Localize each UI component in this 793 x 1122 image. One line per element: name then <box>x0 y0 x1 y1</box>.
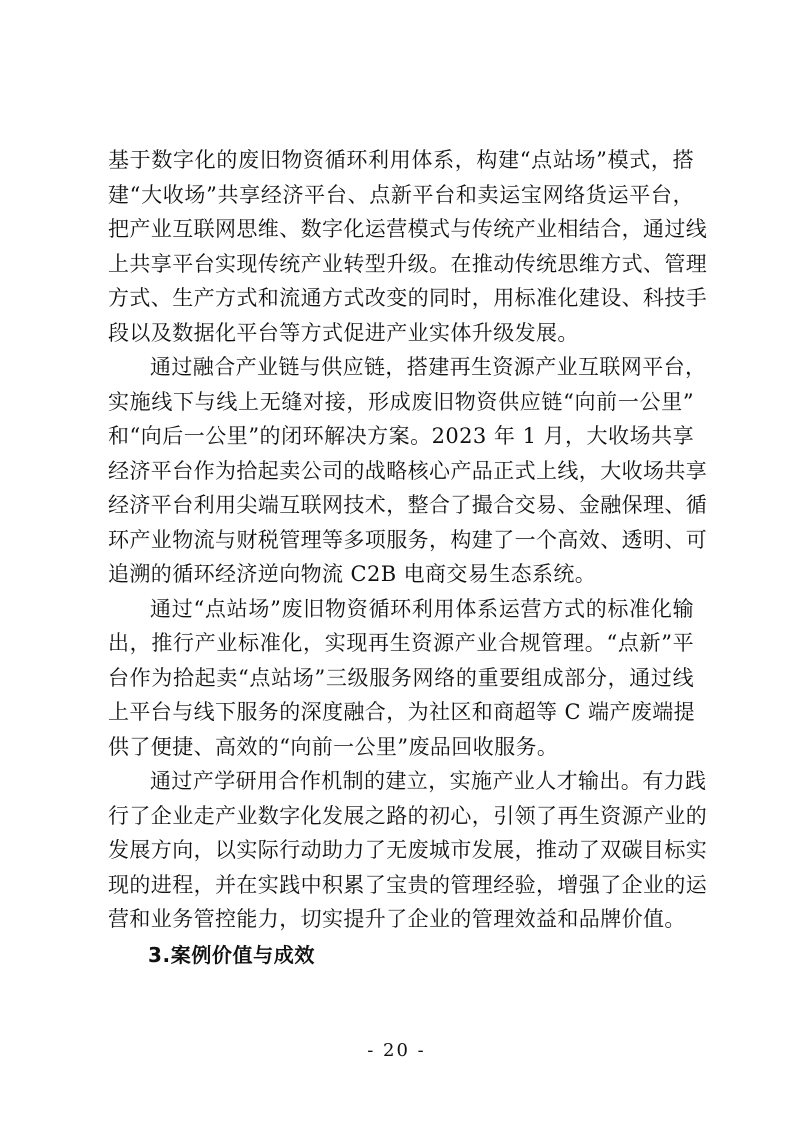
paragraph-line: 基于数字化的废旧物资循环利用体系，构建“点站场”模式，搭 <box>108 148 694 172</box>
paragraph-line: 追溯的循环经济逆向物流 C2B 电商交易生态系统。 <box>108 562 597 586</box>
paragraph-line: 建“大收场”共享经济平台、点新平台和卖运宝网络货运平台， <box>108 182 694 207</box>
paragraph-line: 行了企业走产业数字化发展之路的初心，引领了再生资源产业的 <box>108 803 708 828</box>
paragraph-line: 台作为拾起卖“点站场”三级服务网络的重要组成部分，通过线 <box>108 665 694 690</box>
section-heading: 3.案例价值与成效 <box>148 942 315 967</box>
paragraph-line: 环产业物流与财税管理等多项服务，构建了一个高效、透明、可 <box>108 527 708 552</box>
paragraph-line: 上共享平台实现传统产业转型升级。在推动传统思维方式、管理 <box>108 251 708 276</box>
paragraph-line: 通过融合产业链与供应链，搭建再生资源产业互联网平台， <box>150 355 707 379</box>
page-number: - 20 - <box>367 1040 426 1061</box>
paragraph-line: 方式、生产方式和流通方式改变的同时，用标准化建设、科技手 <box>108 286 708 310</box>
paragraph-line: 实施线下与线上无缝对接，形成废旧物资供应链“向前一公里” <box>108 389 694 414</box>
paragraph-line: 出，推行产业标准化，实现再生资源产业合规管理。“点新”平 <box>108 631 694 655</box>
paragraph-line: 通过产学研用合作机制的建立，实施产业人才输出。有力践 <box>150 769 707 793</box>
paragraph-line: 经济平台利用尖端互联网技术，整合了撮合交易、金融保理、循 <box>108 493 708 517</box>
paragraph-line: 现的进程，并在实践中积累了宝贵的管理经验，增强了企业的运 <box>108 872 708 897</box>
paragraph-line: 发展方向，以实际行动助力了无废城市发展，推动了双碳目标实 <box>108 838 708 862</box>
paragraph-line: 经济平台作为拾起卖公司的战略核心产品正式上线，大收场共享 <box>108 458 708 483</box>
paragraph-line: 通过“点站场”废旧物资循环利用体系运营方式的标准化输 <box>150 596 694 621</box>
paragraph-line: 营和业务管控能力，切实提升了企业的管理效益和品牌价值。 <box>108 907 686 931</box>
paragraph-line: 供了便捷、高效的“向前一公里”废品回收服务。 <box>108 734 559 759</box>
paragraph-line: 和“向后一公里”的闭环解决方案。2023 年 1 月，大收场共享 <box>108 424 694 448</box>
paragraph-line: 把产业互联网思维、数字化运营模式与传统产业相结合，通过线 <box>108 217 708 241</box>
body-text <box>108 143 708 972</box>
paragraph-line: 上平台与线下服务的深度融合，为社区和商超等 C 端产废端提 <box>108 700 696 724</box>
paragraph-line: 段以及数据化平台等方式促进产业实体升级发展。 <box>108 320 579 345</box>
